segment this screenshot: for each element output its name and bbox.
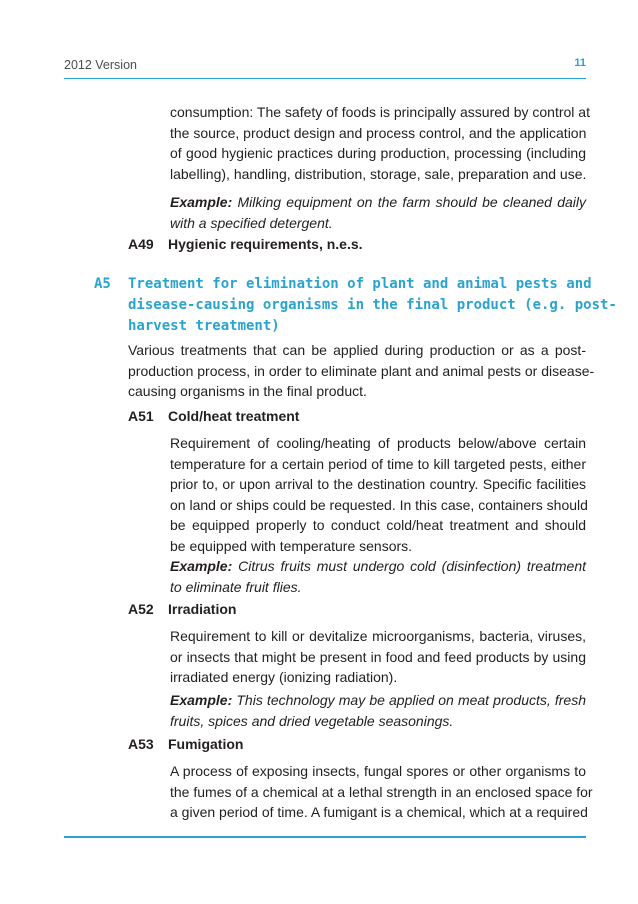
text-line: labelling), handling, distribution, storage, sale, preparation and use. bbox=[170, 165, 587, 182]
section-title: Hygienic requirements, n.e.s. bbox=[168, 236, 363, 252]
a52-description bbox=[170, 626, 586, 688]
section-heading-a49 bbox=[128, 236, 363, 252]
text-line: of good hygienic practices during production, processing (including bbox=[170, 145, 586, 161]
section-title: Cold/heat treatment bbox=[168, 408, 300, 424]
heading-line: Treatment for elimination of plant and animal pests and bbox=[128, 276, 592, 292]
a52-example bbox=[170, 690, 586, 731]
example-label: Example: bbox=[170, 558, 233, 574]
text-line: Requirement of cooling/heating of products below/above certain bbox=[170, 435, 586, 451]
text-line: Various treatments that can be applied during production or as a post- bbox=[128, 342, 586, 358]
heading-line: harvest treatment) bbox=[128, 318, 280, 334]
example-paragraph bbox=[170, 192, 586, 233]
section-code: A52 bbox=[128, 601, 154, 617]
text-line: consumption: The safety of foods is principally assured by control at bbox=[170, 104, 590, 120]
header-rule bbox=[64, 78, 586, 79]
example-label: Example: bbox=[170, 692, 233, 708]
heading-line: disease-causing organisms in the final product (e.g. post- bbox=[128, 297, 617, 313]
section-code: A49 bbox=[128, 236, 154, 252]
version-label: 2012 Version bbox=[64, 58, 137, 72]
text-line: the source, product design and process control, and the application bbox=[170, 124, 587, 141]
example-text: This technology may be applied on meat products, fresh bbox=[236, 692, 586, 708]
example-text: Citrus fruits must undergo cold (disinfection) treatment bbox=[238, 558, 587, 574]
text-line: Requirement to kill or devitalize microorganisms, bacteria, viruses, bbox=[170, 628, 586, 644]
footer-rule bbox=[64, 836, 586, 838]
a5-description bbox=[128, 340, 595, 402]
section-title: Fumigation bbox=[168, 736, 244, 752]
example-text: Milking equipment on the farm should be cleaned daily bbox=[237, 194, 586, 210]
section-heading-a52 bbox=[128, 601, 236, 617]
text-line: the fumes of a chemical at a lethal strength in an enclosed space for bbox=[170, 783, 593, 800]
continuation-paragraph bbox=[170, 102, 590, 184]
example-text: with a specified detergent. bbox=[170, 214, 333, 231]
text-line: A process of exposing insects, fungal spores or other organisms to bbox=[170, 763, 586, 779]
text-line: prior to, or upon arrival to the destination country. Specific facilities bbox=[170, 476, 586, 492]
section-heading-a5 bbox=[94, 274, 617, 337]
text-line: production process, in order to eliminate plant and animal pests or disease- bbox=[128, 362, 595, 379]
page-number: 11 bbox=[574, 57, 586, 69]
page-header bbox=[64, 0, 586, 80]
text-line: a given period of time. A fumigant is a chemical, which at a required bbox=[170, 804, 588, 820]
section-heading-a53 bbox=[128, 736, 243, 752]
a51-example bbox=[170, 556, 586, 597]
text-line: or insects that might be present in food and feed products by using bbox=[170, 648, 586, 665]
text-line: irradiated energy (ionizing radiation). bbox=[170, 669, 398, 685]
a51-description bbox=[170, 433, 586, 556]
text-line: temperature for a certain period of time to kill targeted pests, either bbox=[170, 455, 586, 472]
text-line: be equipped with temperature sensors. bbox=[170, 537, 413, 554]
text-line: causing organisms in the final product. bbox=[128, 383, 367, 399]
section-code: A51 bbox=[128, 408, 154, 424]
section-code: A5 bbox=[94, 276, 111, 292]
section-title: Irradiation bbox=[168, 601, 237, 617]
text-line: be equipped properly to conduct cold/heat treatment and should bbox=[170, 517, 586, 533]
a53-description bbox=[170, 761, 593, 823]
example-text: to eliminate fruit flies. bbox=[170, 578, 302, 595]
section-heading-a51 bbox=[128, 408, 299, 424]
example-label: Example: bbox=[170, 194, 233, 210]
example-text: fruits, spices and dried vegetable seasonings. bbox=[170, 712, 454, 729]
section-code: A53 bbox=[128, 736, 154, 752]
text-line: on land or ships could be requested. In this case, containers should bbox=[170, 496, 588, 513]
